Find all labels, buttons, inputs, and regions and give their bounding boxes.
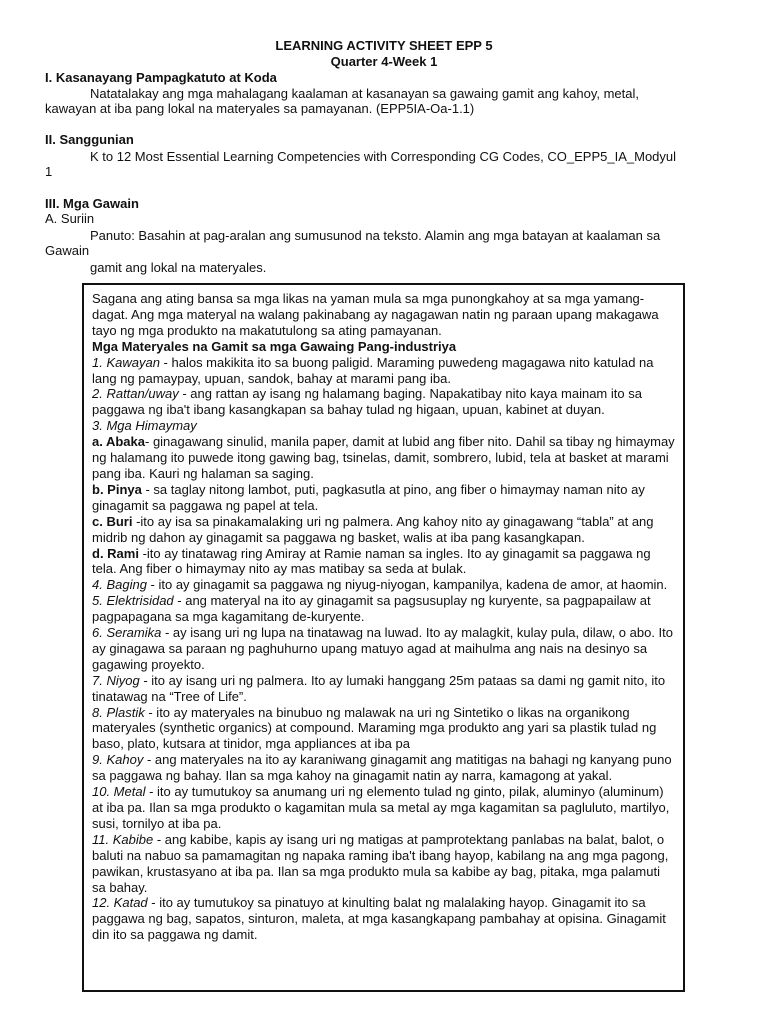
material-item [92,752,677,784]
material-term: b. Pinya [92,481,142,497]
section2-line2: 1 [45,164,53,179]
material-description: -ito ay tinatawag ring Amiray at Ramie naman sa ingles. Ito ay ginagamit sa paggawa ng tela. Ang fiber o himaymay nito ay mas matibay sa seda at bulak. [92,545,651,577]
material-term: 4. Baging [92,577,147,593]
material-item [92,593,677,625]
material-description: - ito ay materyales na binubuo ng malawak na uri ng Sintetiko o likas na organikong materyales (synthetic organics) at compound. Maraming mga produkto ang yari sa plastik tulad ng baso, plato, kutsara at tinidor, mga appliances at iba pa [92,704,657,752]
material-item [92,784,677,832]
material-term: 7. Niyog [92,672,140,688]
materials-list [92,355,677,944]
material-term: 3. Mga Himaymay [92,418,197,434]
material-term: 12. Katad [92,895,148,911]
material-term: 5. Elektrisidad [92,593,174,609]
material-item [92,434,677,482]
material-item [92,577,677,593]
material-term: 2. Rattan/uway [92,386,179,402]
box-intro: Sagana ang ating bansa sa mga likas na yaman mula sa mga punongkahoy at sa mga yamang-dagat. Ang mga materyal na walang pakinabang ay nagagawan natin ng paraan upang makagawa tayo ng mga produkto na makatutulong sa ating pamayanan. [92,291,659,338]
material-description: - sa taglay nitong lambot, puti, pagkasutla at pino, ang fiber o himaymay naman nito ay ginagamit sa paggawa ng papel at tela. [92,481,645,513]
section1-line1: Natatalakay ang mga mahalagang kaalaman at kasanayan sa gawaing gamit ang kahoy, metal, [90,86,639,101]
material-term: 8. Plastik [92,704,145,720]
material-term: 6. Seramika [92,625,162,641]
material-term: 10. Metal [92,784,146,800]
material-item [92,705,677,753]
section3-subheading: A. Suriin [45,211,95,226]
material-item [92,418,677,434]
material-description: -ito ay isa sa pinakamalaking uri ng palmera. Ang kahoy nito ay ginagawang “tabla” at ang midrib ng dahon ay ginagamit sa paggawa ng basket, walis at iba pang kasangkapan. [92,513,654,545]
material-description: - ang materyales na ito ay karaniwang ginagamit ang matitigas na bahagi ng kanyang puno sa paggawa ng bahay. Ilan sa mga kahoy na ginagamit natin ay narra, kamagong at yakal. [92,752,672,784]
material-description: - ang kabibe, kapis ay isang uri ng matigas at pamprotektang panlabas na balat, balot, o baluti na nabuo sa pamamagitan ng napaka raming iba't ibang hayop, kabilang na ang mga pagong, pawikan, krustasyano at iba pa. Ilan sa mga produkto mula sa kabibe ay bag, pitaka, mga palamuti sa bahay. [92,831,669,895]
material-term: c. Buri [92,513,133,529]
material-term: d. Rami [92,545,139,561]
section3-line2: Gawain [45,243,90,258]
section2-line1: K to 12 Most Essential Learning Competencies with Corresponding CG Codes, CO_EPP5_IA_Modyul [90,149,677,164]
reading-text-box [82,283,685,992]
material-term: 9. Kahoy [92,752,144,768]
section1-heading: I. Kasanayang Pampagkatuto at Koda [45,70,277,85]
material-item [92,673,677,705]
document-subtitle: Quarter 4-Week 1 [330,54,438,69]
material-description: - ito ay ginagamit sa paggawa ng niyug-niyogan, kampanilya, kadena de amor, at haomin. [146,577,668,593]
section3-line3: gamit ang lokal na materyales. [90,260,267,275]
material-term: 11. Kabibe [92,831,154,847]
material-term: 1. Kawayan [92,354,160,370]
section3-heading: III. Mga Gawain [45,196,139,211]
material-description: - ito ay isang uri ng palmera. Ito ay lumaki hanggang 25m pataas sa dami ng gamit nito, ito tinatawag na “Tree of Life”. [92,672,666,704]
material-description: - ito ay tumutukoy sa pinatuyo at kinulting balat ng malalaking hayop. Ginagamit ito sa paggawa ng bag, sapatos, sinturon, maleta, at mga kasangkapang pambahay at opisina. Ginagamit din ito sa paggawa ng damit. [92,895,666,943]
material-description: - ito ay tumutukoy sa anumang uri ng elemento tulad ng ginto, pilak, aluminyo (aluminum) at iba pa. Ilan sa mga produkto o kagamitan mula sa metal ay mga kagamitan sa pagluluto, martilyo, susi, tornilyo at iba pa. [92,784,670,831]
material-item [92,832,677,896]
material-description: - halos makikita ito sa buong paligid. Maraming puwedeng magagawa nito katulad na lang ng pamaypay, upuan, sandok, bahay at marami pang iba. [92,354,654,386]
material-item [92,895,677,943]
material-item [92,625,677,673]
material-description: - ay isang uri ng lupa na tinatawag na luwad. Ito ay malagkit, kulay pula, dilaw, o abo. Ito ay ginagawa sa paraan ng paghuhurno upang matuyo agad at maihulma ang nais na desinyo sa gagawing proyekto. [92,625,674,672]
document-header [0,38,768,70]
material-description: - ang rattan ay isang ng halamang baging. Napakatibay nito kaya mainam ito sa paggawa ng iba't ibang kasangkapan sa bahay tulad ng higaan, upuan, kabinet at duyan. [92,386,642,418]
material-item [92,482,677,514]
document-title: LEARNING ACTIVITY SHEET EPP 5 [275,38,493,53]
reading-text [92,291,677,943]
material-item [92,355,677,387]
material-item [92,546,677,578]
material-description: - ginagawang sinulid, manila paper, damit at lubid ang fiber nito. Dahil sa tibay ng himaymay ng halamang ito puwede itong gawing bag, tsinelas, damit, sombrero, lubid, tela at basket at marami pang iba. Kauri ng halaman sa saging. [92,434,675,481]
material-item [92,514,677,546]
material-term: a. Abaka [92,434,145,450]
box-heading: Mga Materyales na Gamit sa mga Gawaing Pang-industriya [92,338,457,354]
section2-heading: II. Sanggunian [45,132,134,147]
section3-line1: Panuto: Basahin at pag-aralan ang sumusunod na teksto. Alamin ang mga batayan at kaalaman sa [90,228,661,243]
section1-line2: kawayan at iba pang lokal na materyales sa pamayanan. (EPP5IA-Oa-1.1) [45,101,475,116]
material-description: - ang materyal na ito ay ginagamit sa pagsusuplay ng kuryente, sa pagpapailaw at pagpapagana sa mga kagamitang de-kuryente. [92,593,651,625]
material-item [92,386,677,418]
